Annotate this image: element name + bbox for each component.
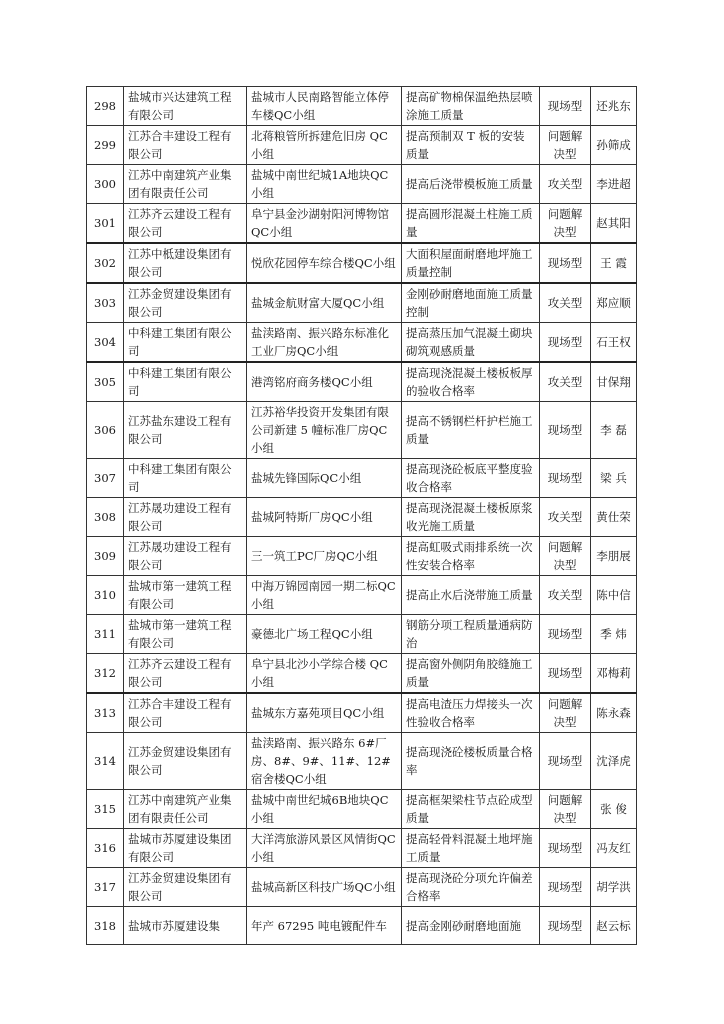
cell-company: 江苏中南建筑产业集团有限责任公司 (124, 165, 247, 204)
cell-topic: 提高圆形混凝土柱施工质量 (402, 204, 540, 244)
cell-company: 盐城市第一建筑工程有限公司 (124, 576, 247, 615)
cell-topic: 提高现浇混凝土楼板原浆收光施工质量 (402, 498, 540, 537)
cell-company: 江苏中南建筑产业集团有限责任公司 (124, 790, 247, 829)
table-row (87, 165, 637, 204)
cell-type: 现场型 (540, 829, 591, 868)
table-row (87, 459, 637, 498)
cell-company: 盐城市第一建筑工程有限公司 (124, 615, 247, 654)
table-row (87, 283, 637, 323)
cell-no: 301 (87, 204, 124, 244)
cell-project: 盐城金航财富大厦QC小组 (247, 283, 402, 323)
cell-project: 盐城东方嘉苑项目QC小组 (247, 693, 402, 733)
cell-type: 现场型 (540, 868, 591, 907)
cell-company: 江苏金贸建设集团有限公司 (124, 283, 247, 323)
table-row (87, 204, 637, 244)
cell-no: 313 (87, 693, 124, 733)
cell-topic: 提高金刚砂耐磨地面施 (402, 907, 540, 945)
cell-type: 攻关型 (540, 165, 591, 204)
cell-topic: 提高预制双 T 板的安装质量 (402, 126, 540, 165)
cell-no: 316 (87, 829, 124, 868)
table-body (87, 87, 637, 945)
cell-type: 攻关型 (540, 498, 591, 537)
cell-project: 盐城中南世纪城1A地块QC小组 (247, 165, 402, 204)
cell-company: 中科建工集团有限公司 (124, 459, 247, 498)
cell-type: 问题解决型 (540, 204, 591, 244)
cell-person: 赵其阳 (591, 204, 637, 244)
cell-type: 现场型 (540, 733, 591, 790)
table-row (87, 323, 637, 363)
table-row (87, 693, 637, 733)
cell-topic: 提高现浇混凝土楼板板厚的验收合格率 (402, 362, 540, 402)
cell-no: 315 (87, 790, 124, 829)
cell-no: 311 (87, 615, 124, 654)
cell-type: 问题解决型 (540, 126, 591, 165)
cell-project: 年产 67295 吨电镀配件车 (247, 907, 402, 945)
award-list-page (86, 86, 636, 945)
cell-topic: 提高轻骨料混凝土地坪施工质量 (402, 829, 540, 868)
cell-topic: 金刚砂耐磨地面施工质量控制 (402, 283, 540, 323)
cell-no: 309 (87, 537, 124, 576)
cell-no: 317 (87, 868, 124, 907)
table-row (87, 537, 637, 576)
cell-project: 北蒋粮管所拆建危旧房 QC 小组 (247, 126, 402, 165)
table-row (87, 907, 637, 945)
table-row (87, 498, 637, 537)
cell-type: 现场型 (540, 243, 591, 283)
cell-no: 298 (87, 87, 124, 126)
cell-no: 318 (87, 907, 124, 945)
cell-company: 江苏合丰建设工程有限公司 (124, 126, 247, 165)
cell-person: 还兆东 (591, 87, 637, 126)
cell-project: 盐城中南世纪城6B地块QC小组 (247, 790, 402, 829)
cell-topic: 提高现浇砼板底平整度验收合格率 (402, 459, 540, 498)
cell-no: 314 (87, 733, 124, 790)
cell-type: 问题解决型 (540, 693, 591, 733)
cell-person: 冯友红 (591, 829, 637, 868)
cell-no: 300 (87, 165, 124, 204)
cell-person: 赵云标 (591, 907, 637, 945)
cell-topic: 大面积屋面耐磨地坪施工质量控制 (402, 243, 540, 283)
cell-topic: 提高蒸压加气混凝土砌块砌筑观感质量 (402, 323, 540, 363)
cell-project: 江苏裕华投资开发集团有限公司新建 5 幢标准厂房QC小组 (247, 402, 402, 459)
cell-topic: 提高现浇砼楼板质量合格率 (402, 733, 540, 790)
cell-no: 304 (87, 323, 124, 363)
cell-person: 王 霞 (591, 243, 637, 283)
cell-person: 甘保翔 (591, 362, 637, 402)
cell-project: 盐渎路南、振兴路东 6#厂房、8#、9#、11#、12#宿舍楼QC小组 (247, 733, 402, 790)
cell-company: 江苏金贸建设集团有限公司 (124, 733, 247, 790)
cell-project: 阜宁县北沙小学综合楼 QC小组 (247, 654, 402, 694)
cell-topic: 提高电渣压力焊接头一次性验收合格率 (402, 693, 540, 733)
cell-person: 李 磊 (591, 402, 637, 459)
cell-company: 江苏齐云建设工程有限公司 (124, 204, 247, 244)
cell-company: 盐城市兴达建筑工程有限公司 (124, 87, 247, 126)
cell-topic: 提高后浇带模板施工质量 (402, 165, 540, 204)
cell-no: 303 (87, 283, 124, 323)
cell-type: 攻关型 (540, 283, 591, 323)
cell-topic: 提高现浇砼分项允许偏差合格率 (402, 868, 540, 907)
cell-type: 现场型 (540, 323, 591, 363)
cell-project: 盐城市人民南路智能立体停车楼QC小组 (247, 87, 402, 126)
cell-project: 阜宁县金沙湖射阳河博物馆QC小组 (247, 204, 402, 244)
cell-type: 现场型 (540, 654, 591, 694)
table-row (87, 733, 637, 790)
cell-no: 310 (87, 576, 124, 615)
cell-type: 现场型 (540, 615, 591, 654)
cell-project: 盐渎路南、振兴路东标准化工业厂房QC小组 (247, 323, 402, 363)
cell-no: 299 (87, 126, 124, 165)
cell-topic: 钢筋分项工程质量通病防治 (402, 615, 540, 654)
cell-person: 黄仕荣 (591, 498, 637, 537)
cell-company: 江苏晟功建设工程有限公司 (124, 537, 247, 576)
cell-person: 郑应顺 (591, 283, 637, 323)
cell-type: 现场型 (540, 907, 591, 945)
cell-person: 石王权 (591, 323, 637, 363)
table-row (87, 87, 637, 126)
cell-project: 豪德北广场工程QC小组 (247, 615, 402, 654)
cell-company: 江苏盐东建设工程有限公司 (124, 402, 247, 459)
table-row (87, 576, 637, 615)
cell-type: 问题解决型 (540, 790, 591, 829)
table-row (87, 402, 637, 459)
cell-company: 盐城市苏厦建设集 (124, 907, 247, 945)
cell-project: 三一筑工PC厂房QC小组 (247, 537, 402, 576)
cell-no: 306 (87, 402, 124, 459)
cell-person: 陈中信 (591, 576, 637, 615)
cell-topic: 提高矿物棉保温绝热层喷涂施工质量 (402, 87, 540, 126)
cell-person: 孙筛成 (591, 126, 637, 165)
cell-person: 季 炜 (591, 615, 637, 654)
qc-group-table (86, 86, 637, 945)
cell-type: 现场型 (540, 459, 591, 498)
cell-project: 盐城高新区科技广场QC小组 (247, 868, 402, 907)
cell-topic: 提高虹吸式雨排系统一次性安装合格率 (402, 537, 540, 576)
cell-no: 302 (87, 243, 124, 283)
cell-company: 盐城市苏厦建设集团有限公司 (124, 829, 247, 868)
cell-no: 307 (87, 459, 124, 498)
cell-company: 中科建工集团有限公司 (124, 362, 247, 402)
cell-company: 江苏金贸建设集团有限公司 (124, 868, 247, 907)
cell-type: 现场型 (540, 402, 591, 459)
cell-person: 张 俊 (591, 790, 637, 829)
table-row (87, 362, 637, 402)
cell-topic: 提高窗外侧阴角胶缝施工质量 (402, 654, 540, 694)
cell-type: 现场型 (540, 87, 591, 126)
table-row (87, 868, 637, 907)
cell-company: 江苏合丰建设工程有限公司 (124, 693, 247, 733)
cell-project: 中海万锦园南园一期二标QC小组 (247, 576, 402, 615)
cell-project: 大洋湾旅游风景区风情街QC小组 (247, 829, 402, 868)
cell-topic: 提高止水后浇带施工质量 (402, 576, 540, 615)
cell-company: 江苏晟功建设工程有限公司 (124, 498, 247, 537)
cell-project: 港湾铭府商务楼QC小组 (247, 362, 402, 402)
cell-type: 攻关型 (540, 362, 591, 402)
cell-no: 308 (87, 498, 124, 537)
cell-topic: 提高不锈钢栏杆护栏施工质量 (402, 402, 540, 459)
cell-type: 攻关型 (540, 576, 591, 615)
cell-person: 李进超 (591, 165, 637, 204)
table-row (87, 829, 637, 868)
cell-no: 312 (87, 654, 124, 694)
cell-person: 陈永森 (591, 693, 637, 733)
cell-type: 问题解决型 (540, 537, 591, 576)
cell-person: 胡学洪 (591, 868, 637, 907)
cell-company: 江苏中柢建设集团有限公司 (124, 243, 247, 283)
table-row (87, 790, 637, 829)
table-row (87, 126, 637, 165)
cell-no: 305 (87, 362, 124, 402)
cell-project: 盐城阿特斯厂房QC小组 (247, 498, 402, 537)
cell-company: 中科建工集团有限公司 (124, 323, 247, 363)
cell-topic: 提高框架梁柱节点砼成型质量 (402, 790, 540, 829)
cell-project: 悦欣花园停车综合楼QC小组 (247, 243, 402, 283)
cell-person: 沈泽虎 (591, 733, 637, 790)
cell-company: 江苏齐云建设工程有限公司 (124, 654, 247, 694)
cell-person: 李朋展 (591, 537, 637, 576)
table-row (87, 615, 637, 654)
cell-person: 邓梅莉 (591, 654, 637, 694)
table-row (87, 654, 637, 694)
cell-project: 盐城先锋国际QC小组 (247, 459, 402, 498)
cell-person: 梁 兵 (591, 459, 637, 498)
table-row (87, 243, 637, 283)
